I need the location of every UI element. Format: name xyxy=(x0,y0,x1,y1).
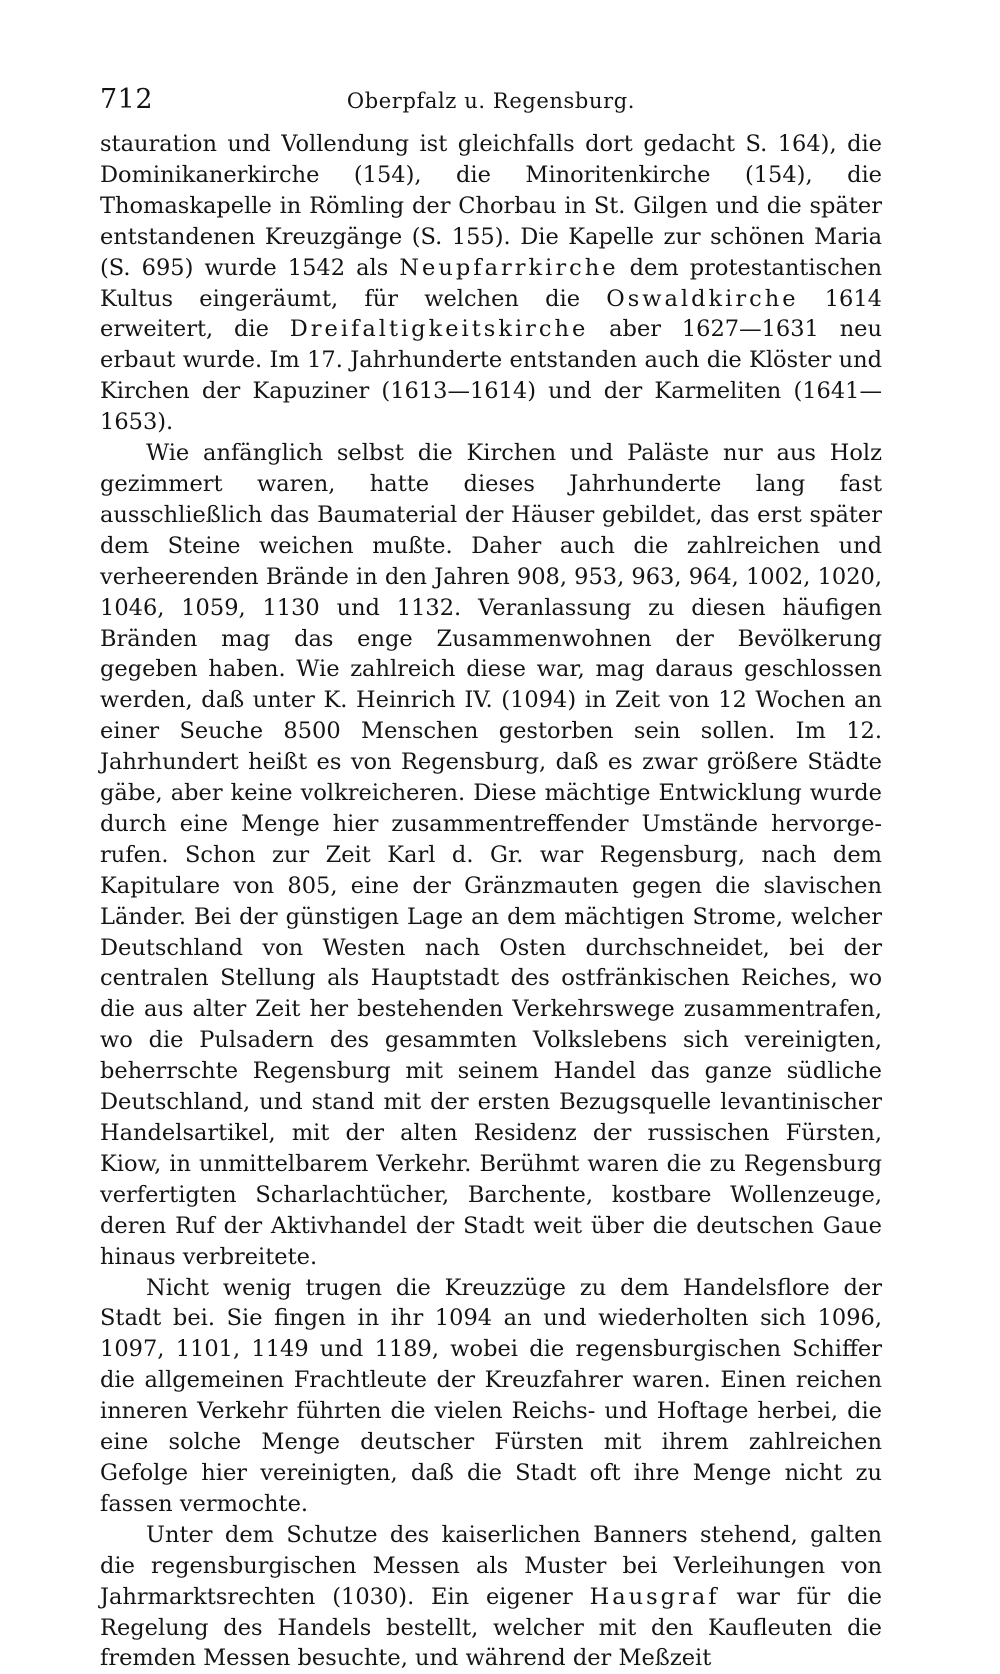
paragraph-4 xyxy=(100,1520,882,1674)
page-number: 712 xyxy=(100,84,154,115)
running-title: Oberpfalz u. Regensburg. xyxy=(346,89,636,113)
paragraph-2: Wie anfänglich selbst die Kirchen und Paläste nur aus Holz gezimmert waren, hatte dieses Jahrhunderte lang fast ausschließlich das Baumaterial der Häuser gebildet, das erst später dem Steine weichen mußte. Daher auch die zahlreichen und verheerenden Brände in den Jahren 908, 953, 963, 964, 1002, 1020, 1046, 1059, 1130 und 1132. Veranlassung zu diesen häufigen Bränden mag das enge Zusammenwohnen der Bevölkerung gegeben haben. Wie zahlreich diese war, mag daraus geschlossen werden, daß unter K. Heinrich IV. (1094) in Zeit von 12 Wochen an einer Seuche 8500 Menschen gestorben sein sollen. Im 12. Jahrhundert heißt es von Regensburg, daß es zwar größere Städte gäbe, aber keine volkreicheren. Diese mächtige Entwicklung wurde durch eine Menge hier zusammentreffender Umstände hervorgerufen. Schon zur Zeit Karl d. Gr. war Regensburg, nach dem Kapitulare von 805, eine der Gränzmauten gegen die slavischen Länder. Bei der günstigen Lage an dem mächtigen Strome, welcher Deutschland von Westen nach Osten durchschneidet, bei der centralen Stellung als Hauptstadt des ostfränkischen Reiches, wo die aus alter Zeit her bestehenden Verkehrswege zusammentrafen, wo die Pulsadern des gesammten Volkslebens sich vereinigten, beherrschte Regensburg mit seinem Handel das ganze südliche Deutschland, und stand mit der ersten Bezugsquelle levantinischer Handelsartikel, mit der alten Residenz der russischen Fürsten, Kiow, in unmittelbarem Verkehr. Berühmt waren die zu Regensburg verfertigten Scharlachtücher, Barchente, kostbare Wollenzeuge, deren Ruf der Aktivhandel der Stadt weit über die deutschen Gaue hinaus verbreitete. xyxy=(100,440,882,1270)
emphasized-term-oswaldkirche: Oswaldkirche xyxy=(606,285,799,312)
emphasized-term-hausgraf: Hausgraf xyxy=(589,1583,720,1610)
page-header xyxy=(100,82,882,122)
paragraph-1 xyxy=(100,129,882,438)
text-run: stauration und Vollendung ist gleichfalls dort gedacht S. 164), die Dominikanerkirche (154), die Minoritenkirche (154), die Thomaskapelle in Römling der Chorbau in St. Gilgen und die später entstandenen Kreuzgänge (S. 155). Die Kapelle zur schönen Maria (S. 695) wurde 1542 als xyxy=(100,131,882,281)
text-run: dem protestantischen Kultus eingeräumt, für welchen die xyxy=(100,254,882,312)
paragraph-3: Nicht wenig trugen die Kreuzzüge zu dem Handelsflore der Stadt bei. Sie fingen in ihr 1094 an und wiederholten sich 1096, 1097, 1101, 1149 und 1189, wobei die regensburgischen Schiffer die allgemeinen Frachtleute der Kreuzfahrer waren. Einen reichen inneren Verkehr führten die vielen Reichs- und Hoftage herbei, die eine solche Menge deutscher Fürsten mit ihrem zahlreichen Gefolge hier vereinigten, daß die Stadt oft ihre Menge nicht zu fassen vermochte. xyxy=(100,1274,882,1517)
text-run: 1614 erweitert, die xyxy=(100,285,882,343)
body-text xyxy=(100,129,882,1674)
text-run: war für die Regelung des Handels bestellt, welcher mit den Kaufleuten die fremden Messen besuchte, und während der Meßzeit xyxy=(100,1583,882,1672)
emphasized-term-dreifaltigkeitskirche: Dreifaltigkeitskirche xyxy=(289,316,589,343)
emphasized-term-neupfarrkirche: Neupfarrkirche xyxy=(399,254,619,281)
text-run: aber 1627—1631 neu erbaut wurde. Im 17. Jahrhunderte entstanden auch die Klöster und Kirchen der Kapuziner (1613—1614) und der Karmeliten (1641—1653). xyxy=(100,316,882,436)
text-run: Unter dem Schutze des kaiserlichen Banners stehend, galten die regensburgischen Messen als Muster bei Verleihungen von Jahrmarktsrechten (1030). Ein eigener xyxy=(100,1521,882,1610)
